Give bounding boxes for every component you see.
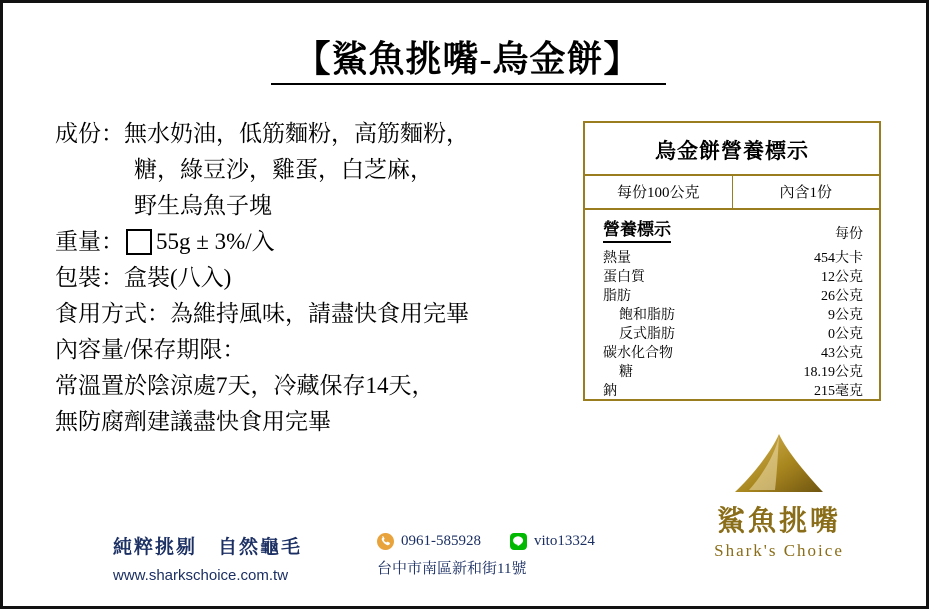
nutrition-row-name: 飽和脂肪: [619, 308, 675, 323]
storage-line-2: 無防腐劑建議盡快食用完畢: [55, 409, 331, 434]
footer-right-column: [377, 532, 595, 584]
storage-line-1: 常溫置於陰涼處7天，冷藏保存14天，: [55, 373, 435, 398]
nutrition-row: [603, 344, 863, 363]
nutrition-serving-row: [585, 176, 879, 208]
nutrition-row: [603, 249, 863, 268]
page-title: 【鯊魚挑嘴-烏金餅】: [294, 39, 641, 79]
weight-row: [55, 224, 575, 260]
nutrition-row-name: 反式脂肪: [619, 327, 675, 342]
footer-address: 台中市南區新和街11號: [377, 561, 527, 577]
serving-size: 每份100公克: [585, 176, 733, 208]
nutrition-row-name: 鈉: [603, 384, 617, 399]
footer-website[interactable]: www.sharkschoice.com.tw: [113, 567, 289, 584]
nutrition-row-value: 43公克: [821, 346, 863, 361]
title-underline: [271, 83, 666, 85]
nutrition-row-name: 蛋白質: [603, 270, 645, 285]
capacity-expiry-label: 內容量/保存期限：: [55, 337, 246, 362]
servings-per-pack: 內含1份: [779, 185, 832, 201]
nutrition-row-name: 熱量: [603, 251, 631, 266]
nutrition-row-name: 碳水化合物: [603, 346, 673, 361]
nutrition-row-value: 26公克: [821, 289, 863, 304]
footer: [113, 532, 673, 584]
package-row: 包裝：盒裝(八入): [55, 265, 232, 290]
nutrition-row: [603, 363, 863, 382]
nutrition-row-value: 12公克: [821, 270, 863, 285]
nutrition-row-value: 9公克: [828, 308, 863, 323]
line-id: vito13324: [534, 533, 595, 549]
usage-row: 食用方式：為維持風味，請盡快食用完畢: [55, 301, 469, 326]
nutrition-panel: [583, 121, 881, 401]
nutrition-rows: [585, 245, 879, 401]
nutrition-row-value: 0公克: [828, 327, 863, 342]
footer-left-column: [113, 532, 353, 584]
nutrition-per-serving-label: 每份: [835, 227, 863, 242]
shark-fin-icon: [731, 433, 827, 495]
nutrition-row: [603, 325, 863, 344]
brand-name-cn: 鯊魚挑嘴: [716, 506, 841, 537]
ingredients-text-1: 無水奶油，低筋麵粉，高筋麵粉，: [124, 121, 469, 146]
nutrition-row-value: 215毫克: [814, 384, 863, 399]
phone-row[interactable]: [377, 533, 595, 550]
nutrition-table-header: [585, 210, 879, 245]
weight-checkbox[interactable]: [126, 229, 152, 255]
line-icon: [510, 533, 527, 550]
nutrition-row: [603, 287, 863, 306]
ingredients-line-3: 野生烏魚子塊: [134, 193, 272, 218]
ingredients-line-1: [55, 116, 575, 152]
footer-slogan: 純粹挑剔 自然龜毛: [113, 537, 303, 558]
ingredients-label: 成份：: [55, 121, 124, 146]
nutrition-row-value: 454大卡: [814, 251, 863, 266]
weight-label: 重量：: [55, 229, 124, 254]
nutrition-panel-title: 烏金餅營養標示: [655, 139, 809, 163]
brand-logo: [674, 433, 884, 561]
nutrition-row-name: 脂肪: [603, 289, 631, 304]
weight-value: 55g ± 3%/入: [156, 229, 275, 254]
phone-icon: [377, 533, 394, 550]
nutrition-row: [603, 306, 863, 325]
nutrition-row-name: 糖: [619, 365, 633, 380]
phone-number: 0961-585928: [401, 533, 481, 549]
product-info-block: [55, 116, 575, 440]
nutrition-row-value: 18.19公克: [803, 365, 863, 380]
nutrition-row: [603, 268, 863, 287]
nutrition-table-label: 營養標示: [603, 215, 671, 243]
ingredients-line-2: 糖，綠豆沙，雞蛋，白芝麻，: [134, 157, 433, 182]
nutrition-row: [603, 382, 863, 401]
brand-name-en: Shark's Choice: [714, 541, 844, 560]
